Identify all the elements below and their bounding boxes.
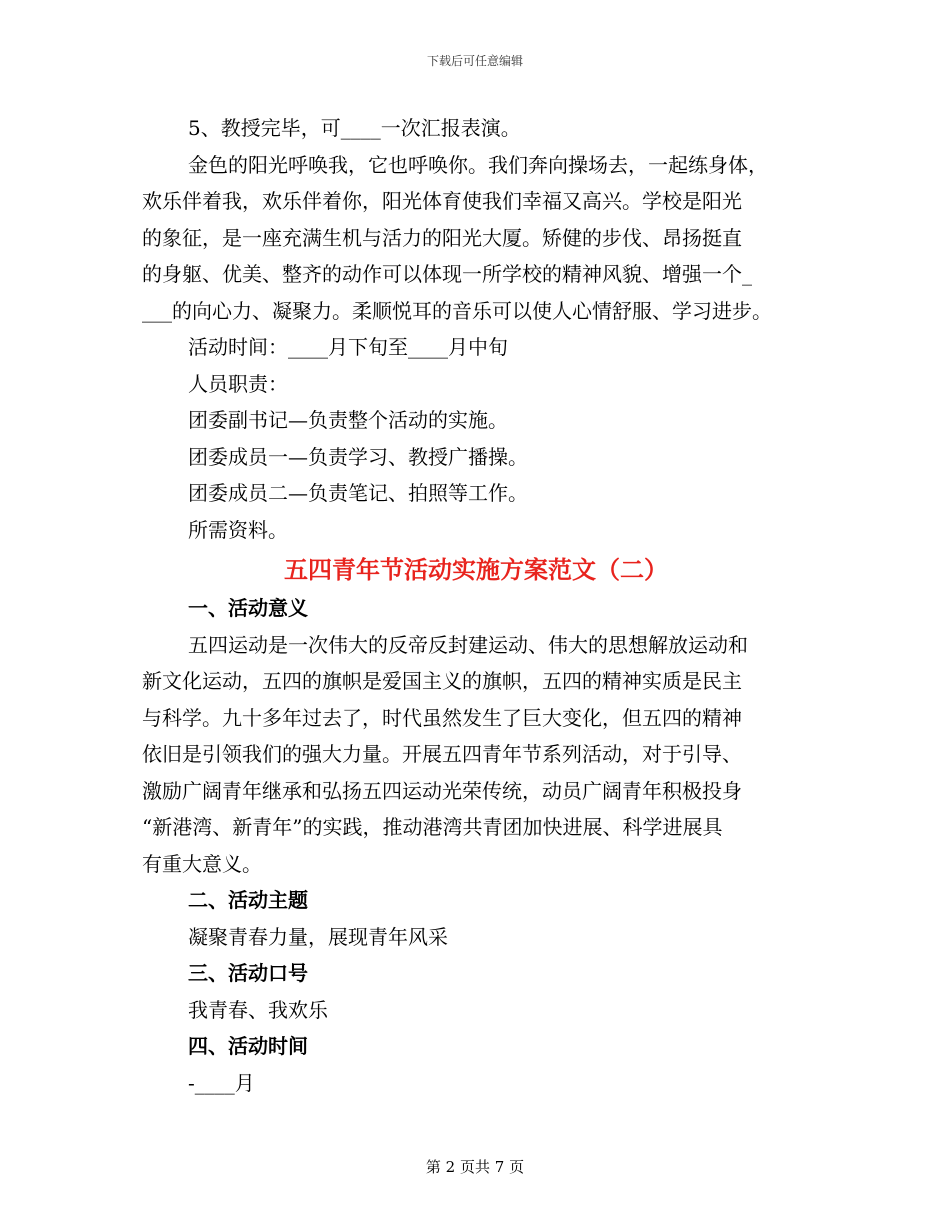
paragraph-line: 团委成员一—负责学习、教授广播操。 — [188, 444, 528, 469]
page-footer: 第 2 页共 7 页 — [425, 1158, 525, 1176]
paragraph-line: 凝聚青春力量，展现青年风采 — [188, 924, 448, 949]
paragraph-line: 团委成员二—负责笔记、拍照等工作。 — [188, 481, 528, 505]
paragraph-line: “新港湾、新青年”的实践，推动港湾共青团加快进展、科学进展具 — [142, 815, 723, 839]
paragraph-line: 所需资料。 — [188, 517, 288, 542]
section-heading: 二、活动主题 — [188, 888, 308, 912]
paragraph-line: 金色的阳光呼唤我，它也呼唤你。我们奔向操场去，一起练身体， — [188, 152, 768, 177]
paragraph-line: 有重大意义。 — [142, 851, 262, 876]
paragraph-line: 的身躯、优美、整齐的动作可以体现一所学校的精神风貌、增强一个_ — [142, 262, 752, 286]
document-body — [142, 110, 810, 1101]
section-heading: 四、活动时间 — [188, 1034, 308, 1058]
paragraph-line: ___的向心力、凝聚力。柔顺悦耳的音乐可以使人心情舒服、学习进步。 — [142, 298, 772, 323]
paragraph-line: 我青春、我欢乐 — [188, 997, 328, 1022]
paragraph-line: 5、教授完毕，可____一次汇报表演。 — [188, 116, 521, 140]
paragraph-line: 人员职责： — [188, 371, 288, 396]
section-title: 五四青年节活动实施方案范文（二） — [284, 555, 668, 584]
paragraph-line: -____月 — [188, 1070, 255, 1095]
paragraph-line: 的象征，是一座充满生机与活力的阳光大厦。矫健的步伐、昂扬挺直 — [142, 225, 742, 250]
section-heading: 三、活动口号 — [188, 961, 308, 985]
paragraph-line: 欢乐伴着我，欢乐伴着你，阳光体育使我们幸福又高兴。学校是阳光 — [142, 189, 742, 213]
paragraph-line: 五四运动是一次伟大的反帝反封建运动、伟大的思想解放运动和 — [188, 632, 748, 657]
paragraph-line: 依旧是引领我们的强大力量。开展五四青年节系列活动，对于引导、 — [142, 742, 742, 766]
paragraph-line: 与科学。九十多年过去了，时代虽然发生了巨大变化，但五四的精神 — [142, 705, 742, 730]
paragraph-line: 激励广阔青年继承和弘扬五四运动光荣传统，动员广阔青年积极投身 — [142, 778, 742, 803]
section-heading: 一、活动意义 — [188, 596, 308, 620]
paragraph-line: 活动时间：____月下旬至____月中旬 — [188, 335, 508, 359]
paragraph-line: 新文化运动，五四的旗帜是爱国主义的旗帜，五四的精神实质是民主 — [142, 669, 742, 693]
paragraph-line: 团委副书记—负责整个活动的实施。 — [188, 408, 508, 432]
page-header: 下载后可任意编辑 — [426, 54, 523, 68]
